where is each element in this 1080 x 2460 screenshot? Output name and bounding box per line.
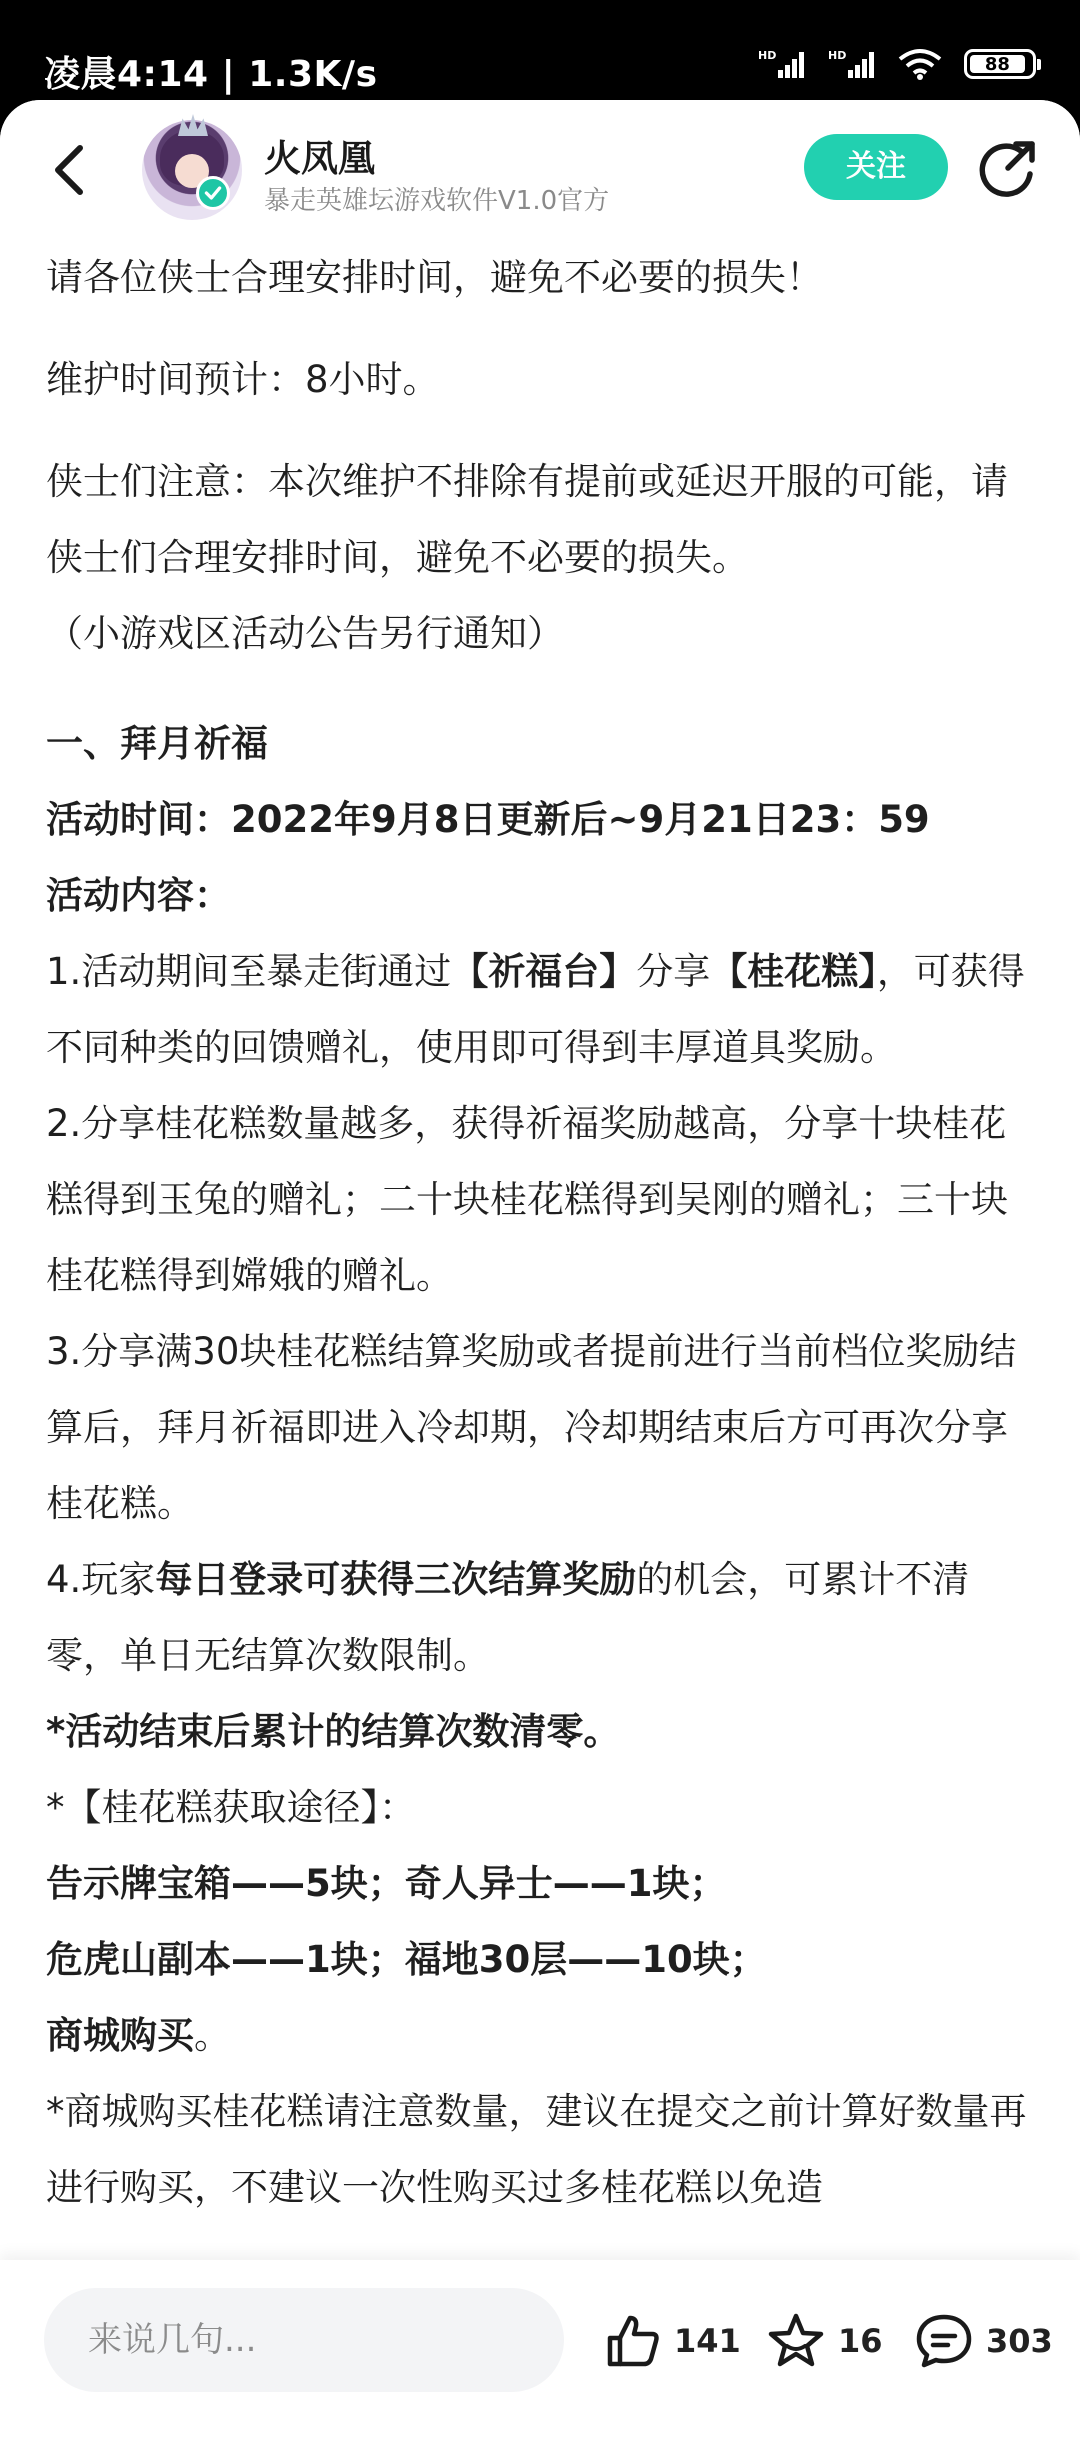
avatar[interactable] xyxy=(142,120,242,220)
event-content-label: 活动内容： xyxy=(46,874,231,917)
event-item-2: 2.分享桂花糕数量越多，获得祈福奖励越高，分享十块桂花糕得到玉兔的赠礼；二十块桂花糕得到吴刚的赠礼；三十块桂花糕得到嫦娥的赠礼。 xyxy=(46,1102,1008,1297)
comment-count: 303 xyxy=(986,2322,1053,2360)
bottom-action-bar xyxy=(0,2260,1080,2460)
share-button[interactable] xyxy=(978,138,1038,198)
verified-badge-icon xyxy=(196,176,230,210)
thumbs-up-icon xyxy=(604,2312,662,2370)
source-line-3: 商城购买。 xyxy=(46,2014,231,2057)
back-button[interactable] xyxy=(46,140,96,200)
svg-text:HD: HD xyxy=(758,49,777,62)
note-sources-title: *【桂花糕获取途径】： xyxy=(46,1786,416,1829)
favorite-count: 16 xyxy=(838,2322,883,2360)
like-button[interactable] xyxy=(604,2306,741,2376)
battery-icon xyxy=(964,49,1036,79)
avatar-crown xyxy=(178,114,208,136)
battery-level: 88 xyxy=(970,55,1025,73)
favorite-button[interactable] xyxy=(766,2306,883,2376)
article-paragraph: 侠士们注意：本次维护不排除有提前或延迟开服的可能，请侠士们合理安排时间，避免不必要的损失。 xyxy=(46,460,1008,579)
author-name[interactable]: 火凤凰 xyxy=(264,137,375,180)
star-icon xyxy=(766,2312,826,2370)
article-paragraph: （小游戏区活动公告另行通知） xyxy=(46,612,564,655)
wifi-icon xyxy=(898,48,942,80)
comment-input[interactable] xyxy=(44,2288,564,2392)
event-item-1: 1.活动期间至暴走街通过【祈福台】分享【桂花糕】，可获得不同种类的回馈赠礼，使用即可得到丰厚道具奖励。 xyxy=(46,950,1025,1069)
follow-button[interactable]: 关注 xyxy=(804,134,948,200)
post-header xyxy=(0,100,1080,240)
status-bar xyxy=(0,0,1080,105)
source-line-2: 危虎山副本——1块；福地30层——10块； xyxy=(46,1938,767,1981)
status-icons xyxy=(758,48,1036,80)
note-shop: *商城购买桂花糕请注意数量，建议在提交之前计算好数量再进行购买，不建议一次性购买过多桂花糕以免造 xyxy=(46,2090,1027,2209)
svg-text:HD: HD xyxy=(828,49,847,62)
status-time: 凌晨4:14 | 1.3K/s xyxy=(44,54,378,95)
event-item-3: 3.分享满30块桂花糕结算奖励或者提前进行当前档位奖励结算后，拜月祈福即进入冷却期，冷却期结束后方可再次分享桂花糕。 xyxy=(46,1330,1017,1525)
post-sheet xyxy=(0,100,1080,2460)
article-body xyxy=(46,240,1036,2226)
note-reset: *活动结束后累计的结算次数清零。 xyxy=(46,1710,621,1753)
signal-icon-2 xyxy=(828,48,876,80)
comment-button[interactable] xyxy=(914,2306,1053,2376)
like-count: 141 xyxy=(674,2322,741,2360)
event-item-4: 4.玩家每日登录可获得三次结算奖励的机会，可累计不清零，单日无结算次数限制。 xyxy=(46,1558,970,1677)
comment-icon xyxy=(914,2312,974,2370)
article-paragraph: 请各位侠士合理安排时间，避免不必要的损失！ xyxy=(46,256,823,299)
event-time: 活动时间：2022年9月8日更新后~9月21日23：59 xyxy=(46,798,930,841)
section-title: 一、拜月祈福 xyxy=(46,722,268,765)
article-paragraph: 维护时间预计：8小时。 xyxy=(46,358,440,401)
source-line-1: 告示牌宝箱——5块；奇人异士——1块； xyxy=(46,1862,727,1905)
author-subtitle: 暴走英雄坛游戏软件V1.0官方 xyxy=(264,186,610,216)
signal-icon xyxy=(758,48,806,80)
